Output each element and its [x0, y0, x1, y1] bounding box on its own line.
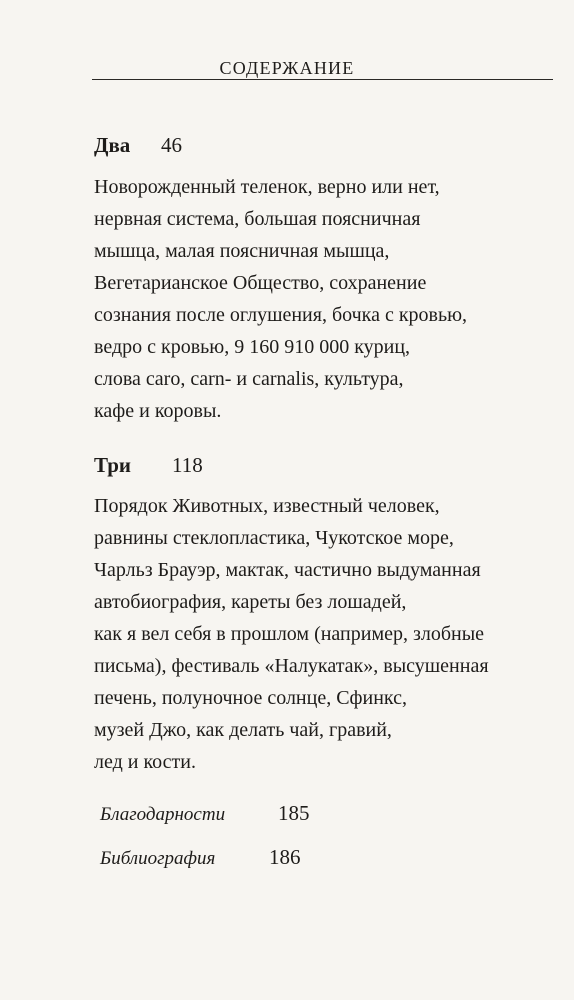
section-body-tri: [94, 490, 554, 778]
body-line: музей Джо, как делать чай, гравий,: [94, 719, 392, 741]
body-line: печень, полуночное солнце, Сфинкс,: [94, 687, 408, 709]
entry-label: Библиография: [100, 848, 216, 869]
body-line: Чарльз Брауэр, мактак, частично выдуманная: [94, 559, 481, 581]
section-heading-tri[interactable]: [94, 453, 203, 478]
entry-label: Благодарности: [100, 804, 226, 825]
section-page-number: 46: [161, 133, 182, 157]
entry-page-number: 185: [278, 801, 310, 825]
body-line: равнины стеклопластика, Чукотское море,: [94, 527, 454, 549]
section-label: Три: [94, 453, 131, 477]
body-line: Порядок Животных, известный человек,: [94, 495, 440, 517]
body-line: как я вел себя в прошлом (например, злобные: [94, 623, 485, 645]
section-body-dva: [94, 171, 554, 427]
body-line: письма), фестиваль «Налукатак», высушенная: [94, 655, 489, 677]
body-line: слова caro, carn- и carnalis, культура,: [94, 368, 404, 390]
page-header-title: СОДЕРЖАНИЕ: [219, 58, 355, 78]
body-line: Новорожденный теленок, верно или нет,: [94, 176, 440, 198]
body-line: лед и кости.: [94, 751, 196, 773]
header-rule: [92, 79, 553, 80]
body-line: автобиография, кареты без лошадей,: [94, 591, 407, 613]
section-label: Два: [94, 133, 131, 157]
section-heading-dva[interactable]: [94, 133, 182, 158]
entry-page-number: 186: [269, 845, 301, 869]
toc-entry-acknowledgements[interactable]: [100, 801, 310, 826]
body-line: ведро с кровью, 9 160 910 000 куриц,: [94, 336, 411, 358]
body-line: Вегетарианское Общество, сохранение: [94, 272, 427, 294]
body-line: нервная система, большая поясничная: [94, 208, 421, 230]
toc-entry-bibliography[interactable]: [100, 845, 301, 870]
body-line: мышца, малая поясничная мышца,: [94, 240, 390, 262]
section-page-number: 118: [172, 453, 203, 477]
body-line: сознания после оглушения, бочка с кровью,: [94, 304, 468, 326]
body-line: кафе и коровы.: [94, 400, 222, 422]
